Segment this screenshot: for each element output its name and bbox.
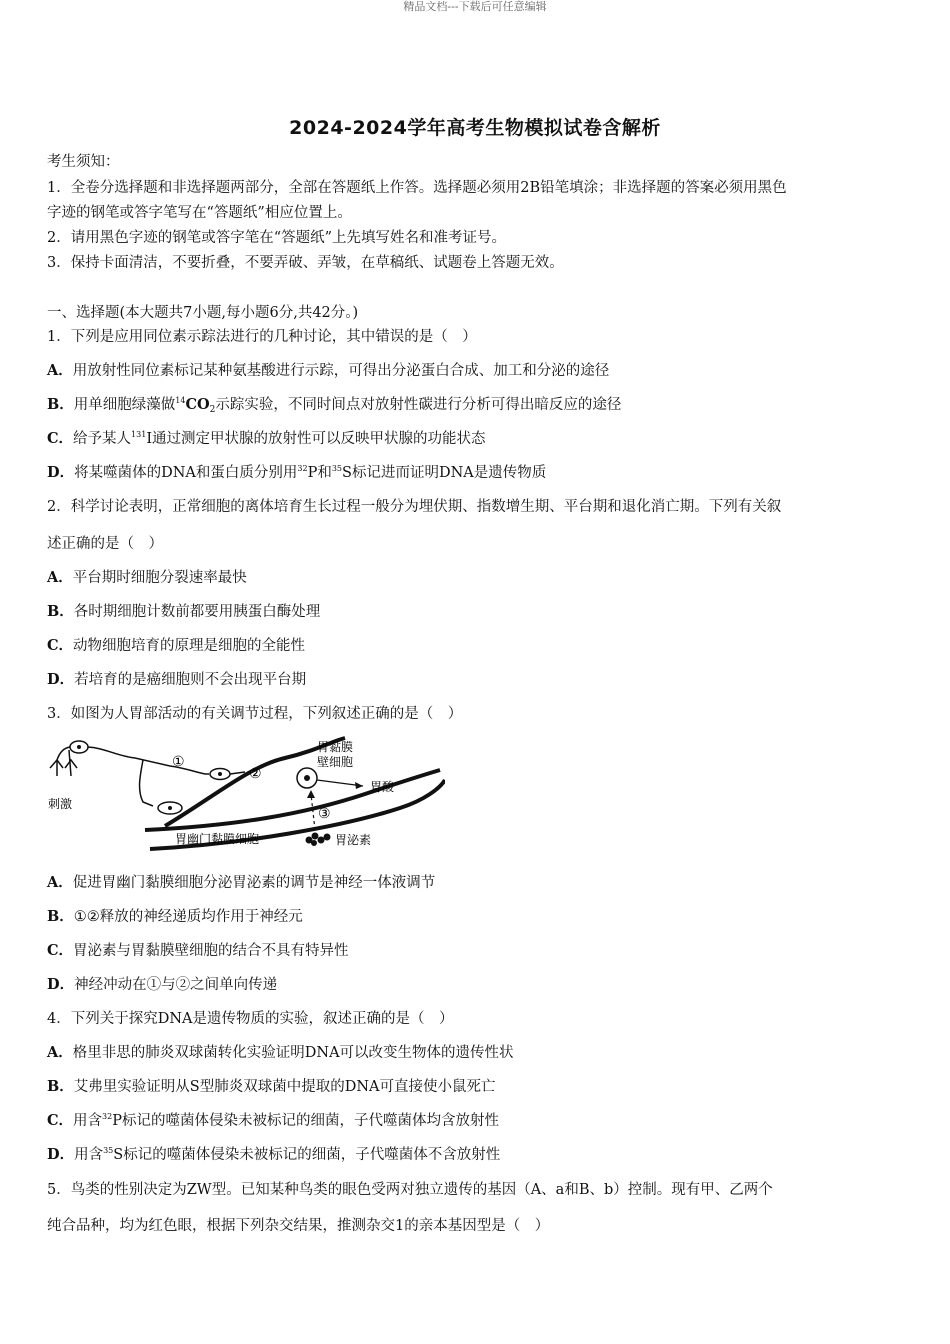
stomach-wall-lower: [145, 770, 440, 830]
option-key: A．: [47, 362, 73, 379]
q2-option-c: [47, 636, 907, 656]
q3-option-c-text: 胃泌素与胃黏膜壁细胞的结合不具有特异性: [73, 943, 349, 959]
option-key: D．: [47, 464, 75, 481]
q5-stem-2: 纯合品种，均为红色眼，根据下列杂交结果，推测杂交1的亲本基因型是（ ）: [47, 1218, 550, 1234]
q3-option-d: [47, 975, 907, 995]
q2-option-a-text: 平台期时细胞分裂速率最快: [72, 570, 247, 586]
option-key: C．: [47, 637, 74, 654]
q4-option-c: [47, 1111, 907, 1131]
q3-option-b-text: ①②释放的神经递质均作用于神经元: [73, 909, 303, 925]
q4-option-d: [47, 1145, 907, 1165]
option-key: B．: [47, 908, 74, 925]
q2-stem-2: 述正确的是（ ）: [47, 536, 163, 552]
q3-option-c: [47, 941, 907, 961]
q2-option-d: [47, 670, 907, 690]
label-pyloric-cell: 胃幽门黏膜细胞: [175, 832, 260, 846]
q2-option-a: [47, 568, 907, 588]
section-heading: 一、选择题(本大题共7小题,每小题6分,共42分。): [47, 305, 359, 321]
isotope-superscript: 35: [331, 464, 343, 473]
option-key: A．: [47, 1044, 73, 1061]
notice-line-1b: 字迹的钢笔或答字笔写在“答题纸”相应位置上。: [47, 205, 352, 221]
page-title: 2024-2024学年高考生物模拟试卷含解析: [289, 117, 661, 139]
q2-option-b-text: 各时期细胞计数前都要用胰蛋白酶处理: [73, 604, 321, 620]
option-key: A．: [47, 569, 73, 586]
q3-option-a: [47, 873, 907, 893]
label-circle-2: ②: [249, 766, 262, 782]
q4-option-a-text: 格里非思的肺炎双球菌转化实验证明DNA可以改变生物体的遗传性状: [72, 1045, 514, 1061]
q4-option-b-text: 艾弗里实验证明从S型肺炎双球菌中提取的DNA可直接使小鼠死亡: [73, 1079, 496, 1095]
isotope-superscript: 32: [102, 1112, 113, 1121]
option-key: C．: [47, 1112, 74, 1129]
q1-option-a: [47, 361, 907, 381]
notice-heading: 考生须知：: [47, 154, 120, 170]
option-key: A．: [47, 874, 73, 891]
q1-option-d: [47, 463, 907, 483]
q1-option-c: [47, 429, 907, 449]
q1-option-c-pre: 给予某人: [73, 431, 132, 447]
q1-option-a-text: 用放射性同位素标记某种氨基酸进行示踪，可得出分泌蛋白合成、加工和分泌的途径: [72, 363, 610, 379]
q4-option-a: [47, 1043, 907, 1063]
option-key: B．: [47, 396, 74, 413]
q4-option-c-post: P标记的噬菌体侵染未被标记的细菌，子代噬菌体均含放射性: [112, 1113, 499, 1129]
label-acid: 胃酸: [370, 780, 395, 794]
q5-stem-1: 5．鸟类的性别决定为ZW型。已知某种鸟类的眼色受两对独立遗传的基因（A、a和B、b）控制。现有甲、乙两个: [47, 1182, 773, 1198]
isotope-superscript: 131: [131, 430, 147, 439]
q1-option-c-post: I通过测定甲状腺的放射性可以反映甲状腺的功能状态: [146, 431, 486, 447]
q1-option-d-post: S标记进而证明DNA是遗传物质: [342, 465, 547, 481]
label-parietal-1: 胃黏膜: [317, 740, 354, 754]
stomach-regulation-figure: [45, 736, 445, 854]
option-key: B．: [47, 603, 74, 620]
q1-option-d-pre: 将某噬菌体的DNA和蛋白质分别用: [74, 465, 298, 481]
q2-stem-1: 2．科学讨论表明，正常细胞的离体培育生长过程一般分为埋伏期、指数增生期、平台期和退化消亡期。下列有关叙: [47, 499, 782, 515]
q4-option-d-pre: 用含: [74, 1147, 104, 1163]
formula-subscript: 2: [209, 405, 216, 415]
q4-stem: 4．下列关于探究DNA是遗传物质的实验，叙述正确的是（ ）: [47, 1011, 454, 1027]
option-key: C．: [47, 430, 74, 447]
q1-option-b: [47, 395, 907, 415]
gastrin-granules: [306, 833, 331, 847]
q2-option-d-text: 若培育的是癌细胞则不会出现平台期: [74, 672, 307, 688]
isotope-superscript: 35: [103, 1146, 114, 1155]
q1-option-b-post: 示踪实验，不同时间点对放射性碳进行分析可得出暗反应的途径: [215, 397, 622, 413]
q3-option-a-text: 促进胃幽门黏膜细胞分泌胃泌素的调节是神经一体液调节: [72, 875, 436, 891]
q1-option-b-pre: 用单细胞绿藻做: [73, 397, 176, 413]
q1-option-d-mid: P和: [307, 465, 332, 481]
q4-option-c-pre: 用含: [73, 1113, 103, 1129]
option-key: B．: [47, 1078, 74, 1095]
q4-option-b: [47, 1077, 907, 1097]
label-parietal-2: 壁细胞: [317, 755, 354, 769]
q4-option-d-post: S标记的噬菌体侵染未被标记的细菌，子代噬菌体不含放射性: [113, 1147, 501, 1163]
q2-option-c-text: 动物细胞培育的原理是细胞的全能性: [73, 638, 306, 654]
isotope-superscript: 14: [175, 396, 186, 405]
notice-line-3: 3．保持卡面清洁，不要折叠，不要弄破、弄皱，在草稿纸、试题卷上答题无效。: [47, 255, 564, 271]
label-circle-3: ③: [318, 806, 331, 822]
page-header-note: 精品文档---下载后可任意编辑: [403, 0, 547, 13]
q1-stem: 1．下列是应用同位素示踪法进行的几种讨论，其中错误的是（ ）: [47, 329, 477, 345]
option-key: D．: [47, 976, 75, 993]
q2-option-b: [47, 602, 907, 622]
notice-line-2: 2．请用黑色字迹的钢笔或答字笔在“答题纸”上先填写姓名和准考证号。: [47, 230, 507, 246]
formula-co: CO: [185, 396, 210, 413]
label-circle-1: ①: [172, 754, 185, 770]
notice-line-1a: 1．全卷分选择题和非选择题两部分，全部在答题纸上作答。选择题必须用2B铅笔填涂；非选择题的答案必须用黑色: [47, 180, 787, 196]
option-key: D．: [47, 671, 75, 688]
option-key: D．: [47, 1146, 75, 1163]
q3-option-b: [47, 907, 907, 927]
label-gastrin: 胃泌素: [335, 833, 372, 847]
q3-stem: 3．如图为人胃部活动的有关调节过程，下列叙述正确的是（ ）: [47, 706, 463, 722]
label-stimulus: 刺激: [48, 797, 73, 811]
option-key: C．: [47, 942, 74, 959]
isotope-superscript: 32: [297, 464, 308, 473]
q3-option-d-text: 神经冲动在①与②之间单向传递: [74, 977, 278, 993]
